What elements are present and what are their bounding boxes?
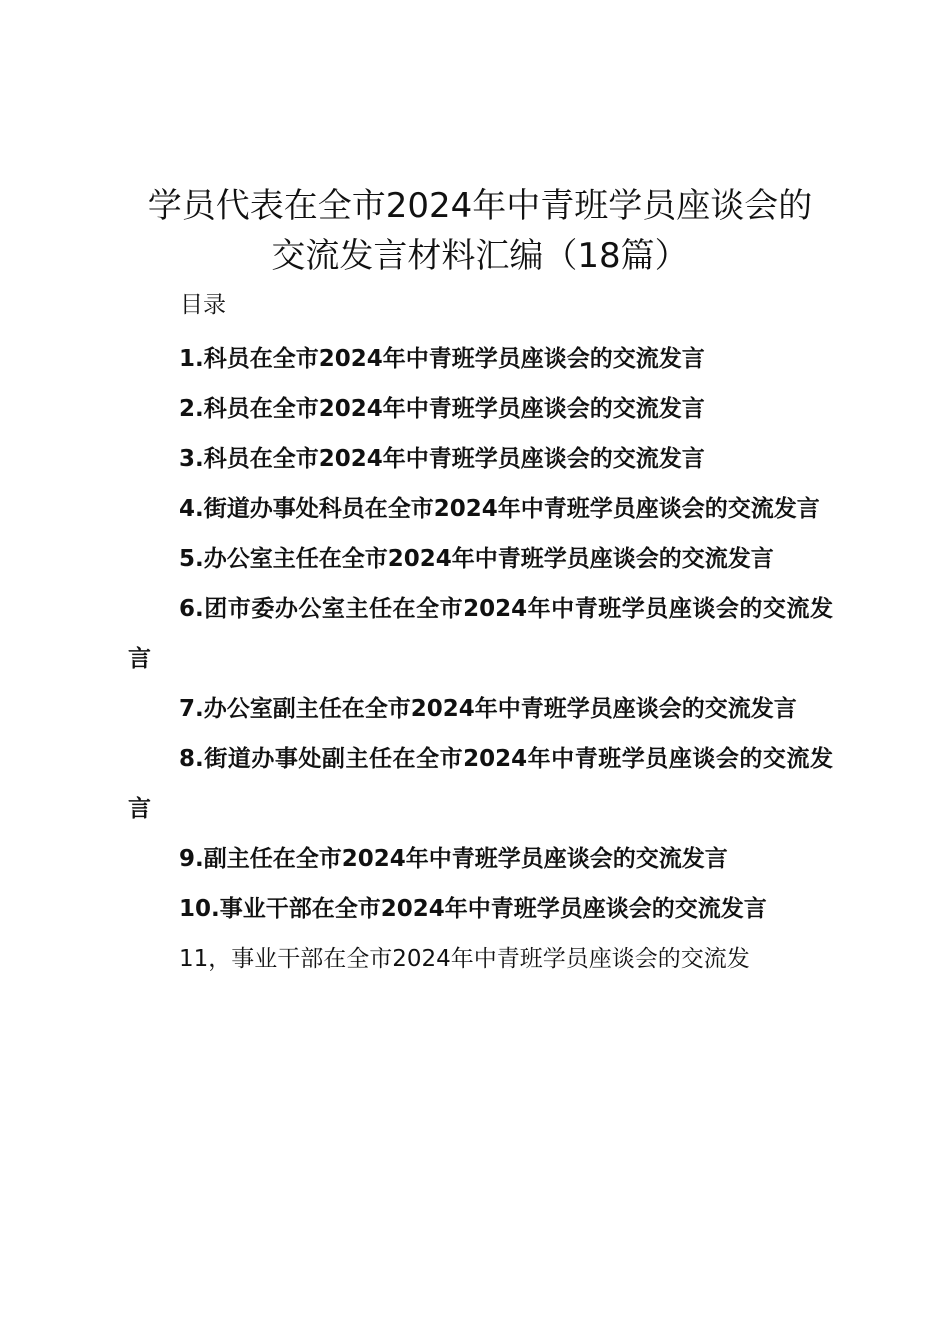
toc-item-11: 11，事业干部在全市2024年中青班学员座谈会的交流发 — [179, 946, 750, 972]
toc-item-9: 9.副主任在全市2024年中青班学员座谈会的交流发言 — [179, 846, 728, 872]
document-title-line-1: 学员代表在全市2024年中青班学员座谈会的 — [147, 186, 813, 226]
toc-item-8: 8.街道办事处副主任在全市2024年中青班学员座谈会的交流发言 — [128, 746, 833, 822]
toc-item-4: 4.街道办事处科员在全市2024年中青班学员座谈会的交流发言 — [179, 496, 820, 522]
toc-list — [128, 334, 833, 984]
toc-item-1: 1.科员在全市2024年中青班学员座谈会的交流发言 — [179, 346, 705, 372]
toc-item-7: 7.办公室副主任在全市2024年中青班学员座谈会的交流发言 — [179, 696, 797, 722]
toc-item-3: 3.科员在全市2024年中青班学员座谈会的交流发言 — [179, 446, 705, 472]
toc-item-10: 10.事业干部在全市2024年中青班学员座谈会的交流发言 — [179, 896, 767, 922]
toc-heading: 目录 — [180, 292, 226, 318]
toc-item-2: 2.科员在全市2024年中青班学员座谈会的交流发言 — [179, 396, 705, 422]
document-title-line-2: 交流发言材料汇编（18篇） — [271, 236, 689, 276]
toc-item-6: 6.团市委办公室主任在全市2024年中青班学员座谈会的交流发言 — [128, 596, 833, 672]
toc-item-5: 5.办公室主任在全市2024年中青班学员座谈会的交流发言 — [179, 546, 774, 572]
